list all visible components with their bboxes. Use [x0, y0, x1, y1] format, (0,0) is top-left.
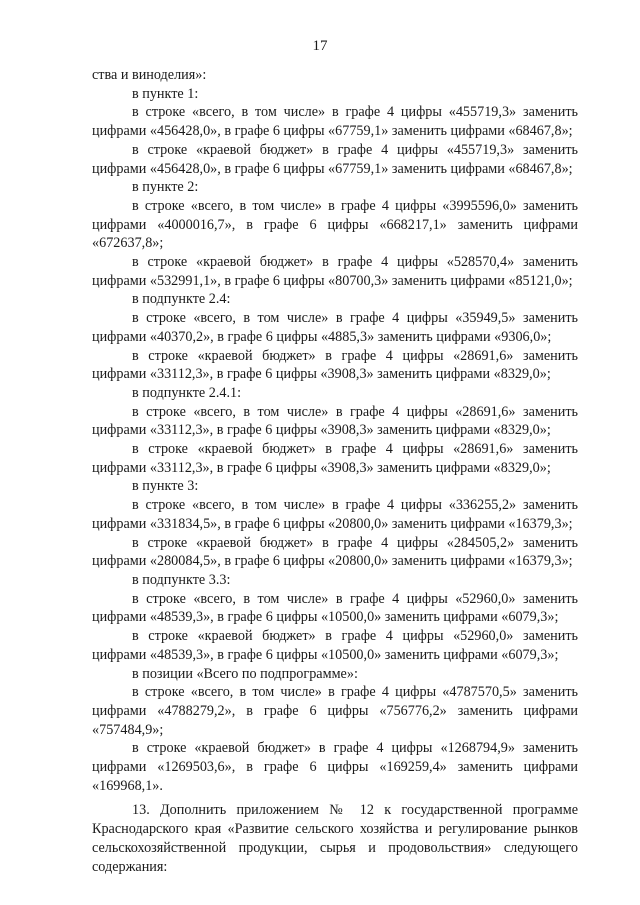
paragraph: в строке «краевой бюджет» в графе 4 цифры «28691,6» заменить цифрами «33112,3», в графе 6 цифры «3908,3» заменить цифрами «8329,0»;	[92, 441, 578, 476]
paragraph: в строке «всего, в том числе» в графе 4 цифры «35949,5» заменить цифрами «40370,2», в графе 6 цифры «4885,3» заменить цифрами «9306,0»;	[92, 310, 578, 345]
paragraph: в строке «всего, в том числе» в графе 4 цифры «336255,2» заменить цифрами «331834,5», в графе 6 цифры «20800,0» заменить цифрами «16379,3»;	[92, 497, 578, 532]
paragraph: в позиции «Всего по подпрограмме»:	[132, 665, 358, 682]
paragraph: в строке «всего, в том числе» в графе 4 цифры «4787570,5» заменить цифрами «4788279,2», в графе 6 цифры «756776,2» заменить цифрами «757484,9»;	[92, 684, 578, 738]
paragraph: в строке «краевой бюджет» в графе 4 цифры «455719,3» заменить цифрами «456428,0», в графе 6 цифры «67759,1» заменить цифрами «68467,8»;	[92, 141, 578, 177]
paragraph: ства и виноделия»:	[92, 67, 207, 83]
paragraph: в подпункте 3.3:	[132, 571, 231, 588]
page-number: 17	[312, 38, 328, 54]
paragraph: в строке «всего, в том числе» в графе 4 цифры «52960,0» заменить цифрами «48539,3», в графе 6 цифры «10500,0» заменить цифрами «6079,3»;	[92, 590, 578, 626]
paragraph: в строке «всего, в том числе» в графе 4 цифры «28691,6» заменить цифрами «33112,3», в графе 6 цифры «3908,3» заменить цифрами «8329,0»;	[92, 403, 578, 439]
paragraph: 13. Дополнить приложением № 12 к государственной программе Краснодарского края «Развитие сельского хозяйства и регулирование рынков сельскохозяйственной продукции, сырья и продовольствия» следующего содержания:	[92, 802, 578, 875]
paragraph: в подпункте 2.4.1:	[132, 384, 242, 401]
paragraph: в пункте 3:	[132, 478, 199, 495]
paragraph: в строке «краевой бюджет» в графе 4 цифры «1268794,9» заменить цифрами «1269503,6», в графе 6 цифры «169259,4» заменить цифрами «169968,1».	[92, 740, 578, 794]
paragraph: в строке «краевой бюджет» в графе 4 цифры «528570,4» заменить цифрами «532991,1», в графе 6 цифры «80700,3» заменить цифрами «85121,0»;	[92, 254, 578, 289]
paragraph: в пункте 1:	[132, 85, 199, 102]
document-body	[92, 66, 578, 876]
paragraph: в подпункте 2.4:	[132, 291, 231, 308]
paragraph: в строке «всего, в том числе» в графе 4 цифры «3995596,0» заменить цифрами «4000016,7», в графе 6 цифры «668217,1» заменить цифрами «672637,8»;	[92, 197, 578, 252]
paragraph: в пункте 2:	[132, 179, 199, 196]
paragraph: в строке «краевой бюджет» в графе 4 цифры «28691,6» заменить цифрами «33112,3», в графе 6 цифры «3908,3» заменить цифрами «8329,0»;	[92, 347, 578, 383]
paragraph: в строке «всего, в том числе» в графе 4 цифры «455719,3» заменить цифрами «456428,0», в графе 6 цифры «67759,1» заменить цифрами «68467,8»;	[92, 104, 578, 140]
paragraph: в строке «краевой бюджет» в графе 4 цифры «284505,2» заменить цифрами «280084,5», в графе 6 цифры «20800,0» заменить цифрами «16379,3»;	[92, 534, 578, 570]
paragraph: в строке «краевой бюджет» в графе 4 цифры «52960,0» заменить цифрами «48539,3», в графе 6 цифры «10500,0» заменить цифрами «6079,3»;	[92, 628, 578, 663]
